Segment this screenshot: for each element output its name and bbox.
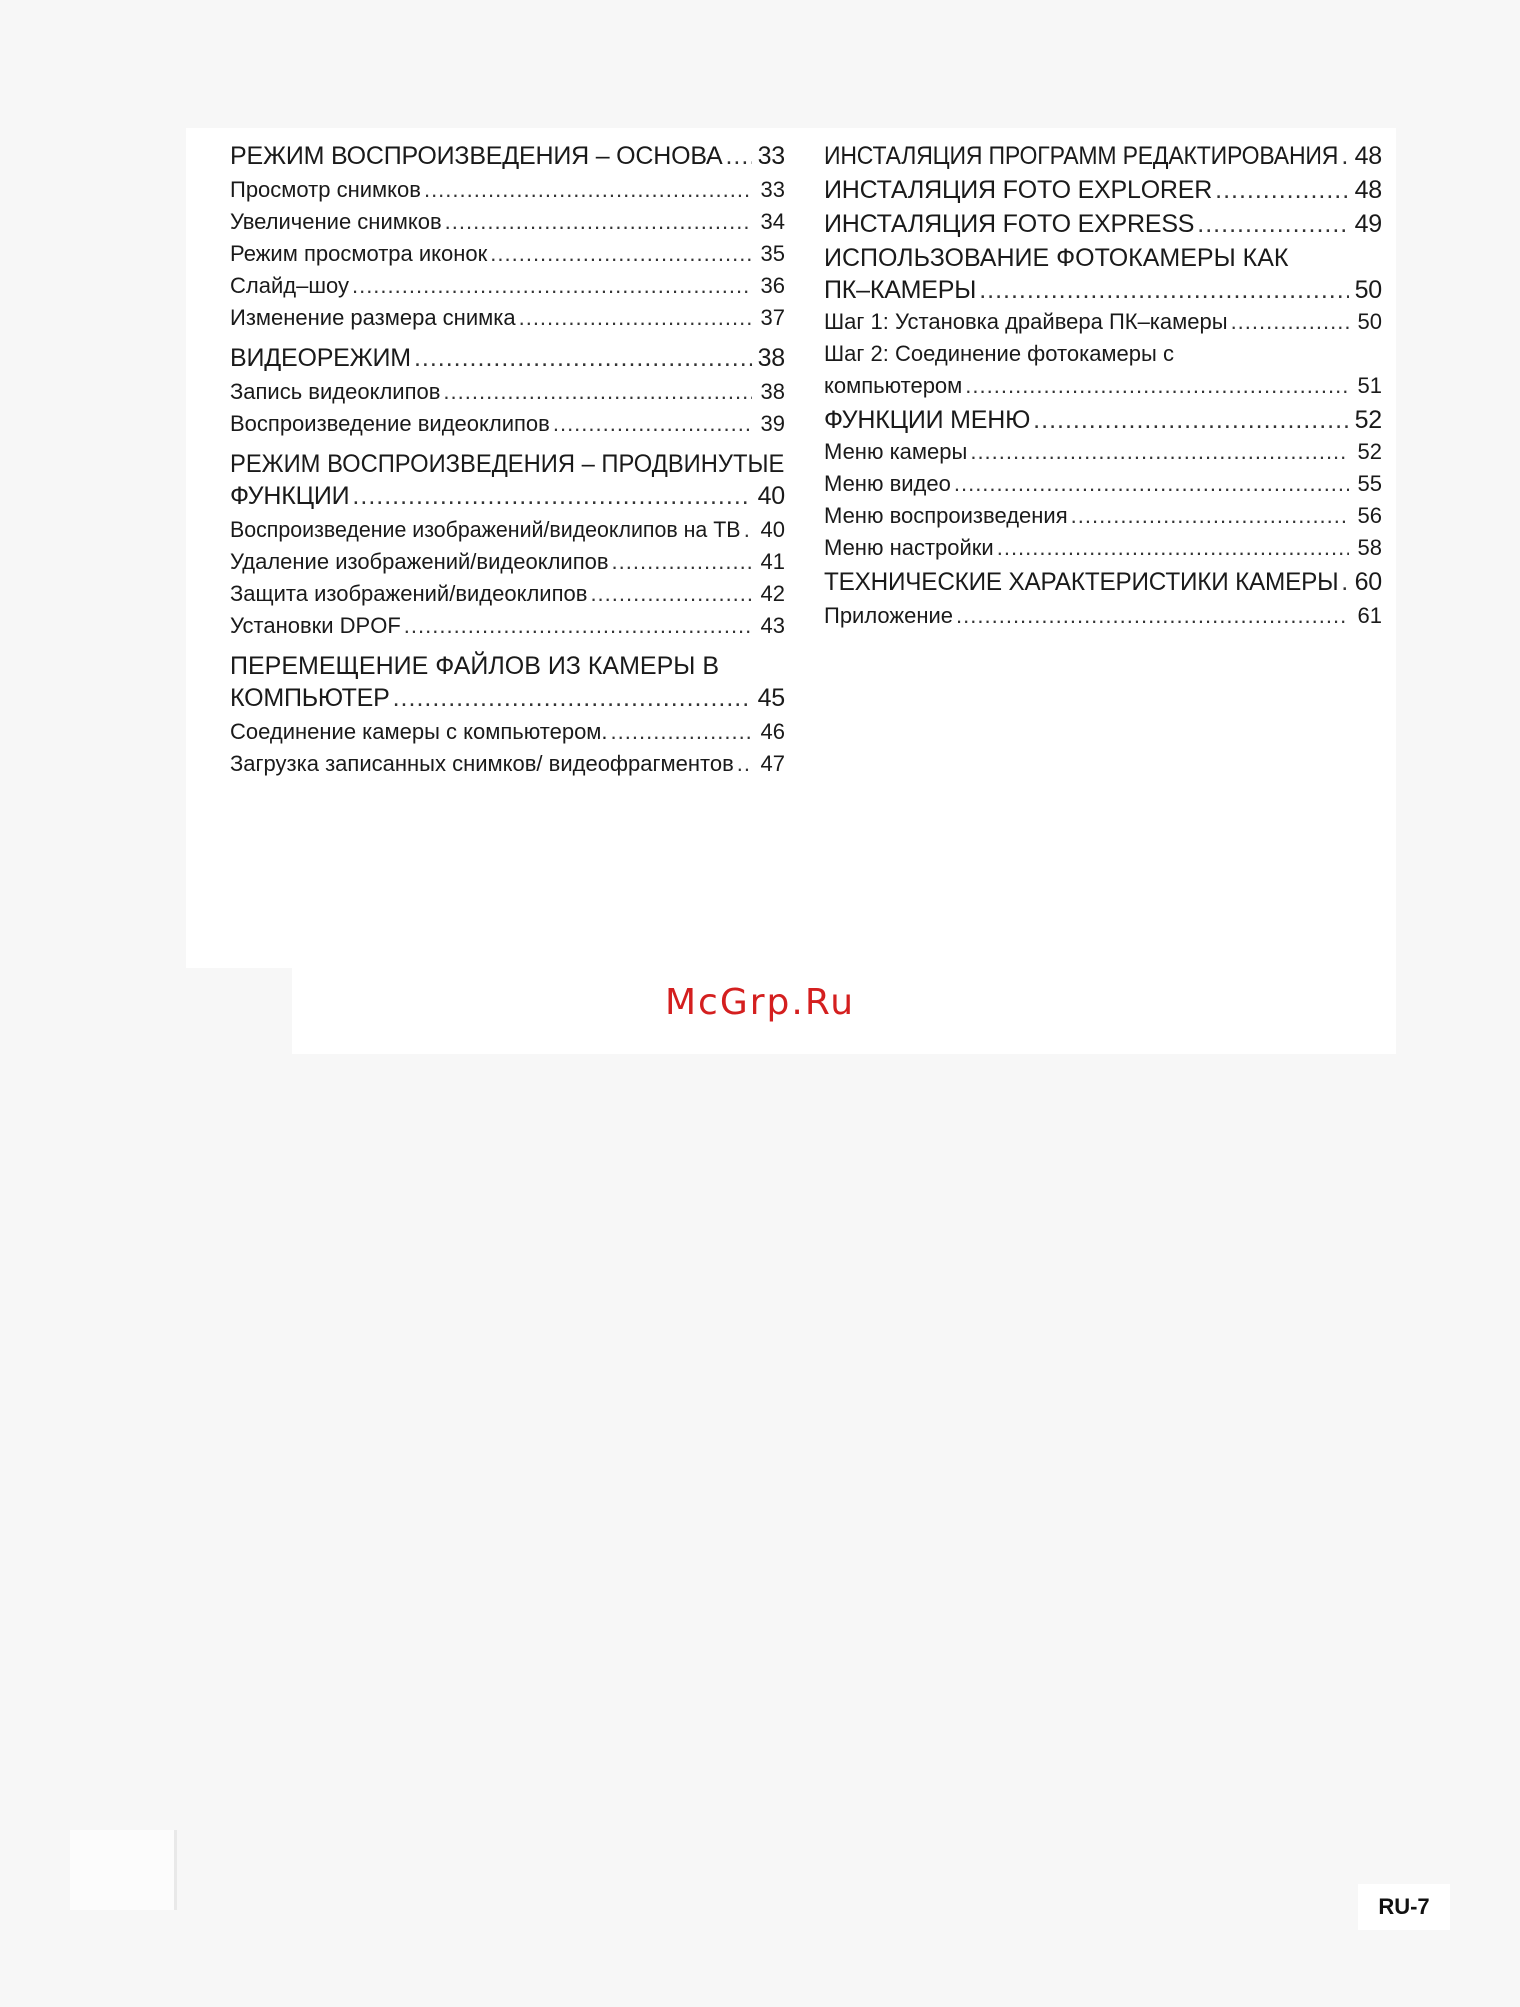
toc-entry[interactable]: ИНСТАЛЯЦИЯ ПРОГРАММ РЕДАКТИРОВАНИЯ ..... 48 (824, 140, 1382, 172)
toc-entry-line1: Шаг 2: Соединение фотокамеры с (824, 341, 1174, 366)
toc-entry[interactable]: ИНСТАЛЯЦИЯ FOTO EXPLORER ..... 48 (824, 174, 1382, 206)
toc-entry[interactable]: Запись видеоклипов ..... 38 (230, 376, 785, 408)
toc-entry[interactable]: Меню настройки ..... 58 (824, 532, 1382, 564)
toc-entry-multiline[interactable] (824, 242, 1382, 306)
toc-entry[interactable]: РЕЖИМ ВОСПРОИЗВЕДЕНИЯ – ОСНОВА ..... 33 (230, 140, 785, 172)
watermark: McGrp.Ru (664, 982, 856, 1023)
toc-entry[interactable]: Изменение размера снимка ..... 37 (230, 302, 785, 334)
toc-entry[interactable]: Режим просмотра иконок ..... 35 (230, 238, 785, 270)
toc-entry[interactable]: Загрузка записанных снимков/ видеофрагментов ..... 47 (230, 748, 785, 780)
toc-entry-line2: КОМПЬЮТЕР ..... 45 (230, 682, 785, 714)
toc-entry[interactable]: Соединение камеры с компьютером. ..... 46 (230, 716, 785, 748)
toc-entry[interactable]: Установки DPOF ..... 43 (230, 610, 785, 642)
toc-entry[interactable]: ФУНКЦИИ МЕНЮ ..... 52 (824, 404, 1382, 436)
toc-entry[interactable]: Приложение ..... 61 (824, 600, 1382, 632)
toc-entry[interactable]: ИНСТАЛЯЦИЯ FOTO EXPRESS ..... 49 (824, 208, 1382, 240)
toc-right-column (824, 140, 1382, 632)
toc-entry[interactable]: Шаг 1: Установка драйвера ПК–камеры ..... 50 (824, 306, 1382, 338)
toc-entry-line2: ФУНКЦИИ ..... 40 (230, 480, 785, 512)
toc-entry[interactable]: Защита изображений/видеоклипов ..... 42 (230, 578, 785, 610)
corner-decoration (70, 1830, 177, 1910)
toc-entry[interactable]: ТЕХНИЧЕСКИЕ ХАРАКТЕРИСТИКИ КАМЕРЫ ..... 60 (824, 566, 1382, 598)
toc-entry[interactable]: Воспроизведение видеоклипов ..... 39 (230, 408, 785, 440)
toc-entry-line2: компьютером ..... 51 (824, 370, 1382, 402)
toc-entry[interactable]: Увеличение снимков ..... 34 (230, 206, 785, 238)
toc-entry[interactable]: Слайд–шоу ..... 36 (230, 270, 785, 302)
toc-entry[interactable]: Воспроизведение изображений/видеоклипов на ТВ ..... 40 (230, 514, 785, 546)
toc-entry[interactable]: Удаление изображений/видеоклипов ..... 41 (230, 546, 785, 578)
toc-entry-line1: ПЕРЕМЕЩЕНИЕ ФАЙЛОВ ИЗ КАМЕРЫ В (230, 652, 720, 680)
toc-entry[interactable]: Меню камеры ..... 52 (824, 436, 1382, 468)
toc-entry[interactable]: Меню воспроизведения ..... 56 (824, 500, 1382, 532)
toc-entry[interactable]: ВИДЕОРЕЖИМ ..... 38 (230, 342, 785, 374)
toc-entry[interactable]: Просмотр снимков ..... 33 (230, 174, 785, 206)
page-number: RU-7 (1358, 1884, 1450, 1930)
toc-entry-line2: ПК–КАМЕРЫ ..... 50 (824, 274, 1382, 306)
toc-left-column (230, 140, 785, 780)
toc-entry-multiline[interactable] (824, 338, 1382, 402)
toc-entry-multiline[interactable] (230, 650, 785, 714)
toc-entry-multiline[interactable] (230, 448, 785, 512)
toc-entry-line1: РЕЖИМ ВОСПРОИЗВЕДЕНИЯ – ПРОДВИНУТЫЕ (230, 450, 785, 478)
toc-entry-line1: ИСПОЛЬЗОВАНИЕ ФОТОКАМЕРЫ КАК (824, 244, 1289, 272)
toc-entry[interactable]: Меню видео ..... 55 (824, 468, 1382, 500)
